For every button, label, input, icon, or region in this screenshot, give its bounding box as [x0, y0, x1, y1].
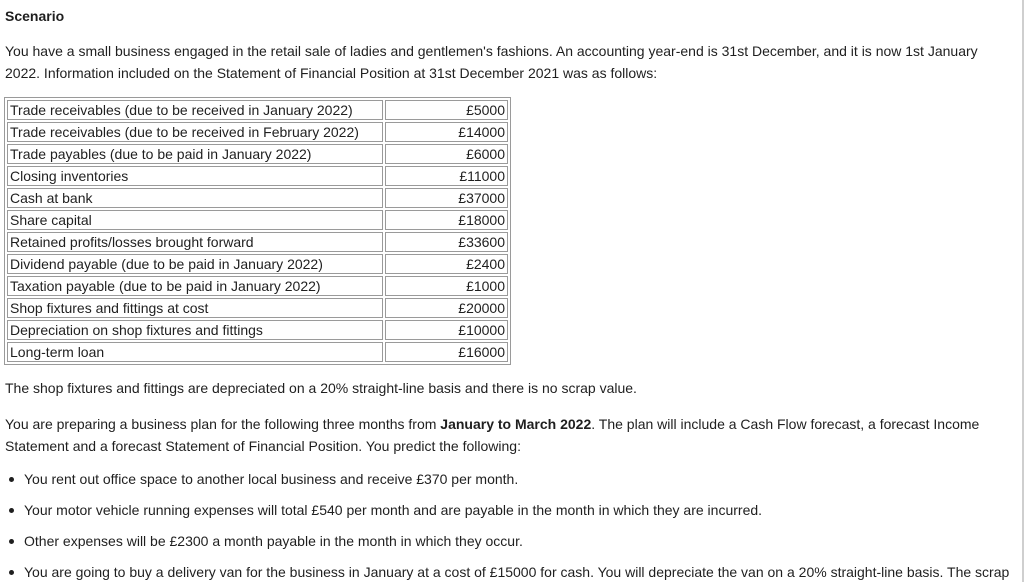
list-item: [0, 500, 1021, 531]
bullet-dot-icon: [9, 508, 14, 513]
row-label: Closing inventories: [7, 166, 383, 186]
list-item-text: You rent out office space to another local business and receive £370 per month.: [24, 471, 519, 487]
row-label: Trade payables (due to be paid in January 2022): [7, 144, 383, 164]
table-row: [7, 144, 508, 164]
table-row: [7, 232, 508, 252]
scenario-heading: Scenario: [5, 8, 65, 24]
financial-position-table: [4, 97, 511, 365]
row-value: £37000: [385, 188, 508, 208]
row-label: Trade receivables (due to be received in February 2022): [7, 122, 383, 142]
bullet-dot-icon: [9, 477, 14, 482]
table-row: [7, 188, 508, 208]
table-row: [7, 254, 508, 274]
plan-period-bold: January to March 2022: [440, 416, 592, 432]
depreciation-note: The shop fixtures and fittings are depreciated on a 20% straight-line basis and there is no scrap value.: [5, 380, 637, 396]
plan-text-after: . The plan will include a Cash Flow forecast, a forecast Income Statement and a forecast Statement of Financial Position. You predict the following:: [5, 416, 980, 454]
list-item: [0, 469, 1021, 500]
row-value: £16000: [385, 342, 508, 362]
row-label: Dividend payable (due to be paid in January 2022): [7, 254, 383, 274]
list-item-text: Your motor vehicle running expenses will total £540 per month and are payable in the month in which they are incurred.: [24, 502, 763, 518]
row-label: Taxation payable (due to be paid in January 2022): [7, 276, 383, 296]
bullet-dot-icon: [9, 539, 14, 544]
table-row: [7, 122, 508, 142]
table-row: [7, 166, 508, 186]
row-label: Depreciation on shop fixtures and fittings: [7, 320, 383, 340]
row-value: £1000: [385, 276, 508, 296]
row-value: £5000: [385, 100, 508, 120]
row-value: £6000: [385, 144, 508, 164]
row-label: Cash at bank: [7, 188, 383, 208]
table-row: [7, 298, 508, 318]
row-value: £2400: [385, 254, 508, 274]
bullet-dot-icon: [9, 570, 14, 575]
business-plan-paragraph: [5, 413, 1010, 457]
intro-paragraph: You have a small business engaged in the retail sale of ladies and gentlemen's fashions. An accounting year-end is 31st December, and it is now 1st January 2022. Information included on the Statement of Financial Position at 31st December 2021 was as follows:: [5, 43, 978, 81]
row-value: £10000: [385, 320, 508, 340]
list-item-text: You are going to buy a delivery van for the business in January at a cost of £15000 for cash. You will depreciate the van on a 20% straight-line basis. The scrap: [24, 564, 1010, 580]
table-row: [7, 100, 508, 120]
row-value: £18000: [385, 210, 508, 230]
predictions-list: [0, 469, 1021, 582]
row-value: £33600: [385, 232, 508, 252]
row-value: £20000: [385, 298, 508, 318]
row-value: £14000: [385, 122, 508, 142]
row-label: Long-term loan: [7, 342, 383, 362]
row-label: Shop fixtures and fittings at cost: [7, 298, 383, 318]
row-label: Trade receivables (due to be received in January 2022): [7, 100, 383, 120]
table-row: [7, 342, 508, 362]
financial-position-table-body: [7, 100, 508, 362]
list-item-text: Other expenses will be £2300 a month payable in the month in which they occur.: [24, 533, 523, 549]
table-row: [7, 320, 508, 340]
row-label: Share capital: [7, 210, 383, 230]
table-row: [7, 210, 508, 230]
list-item: [0, 531, 1021, 562]
row-label: Retained profits/losses brought forward: [7, 232, 383, 252]
list-item: [0, 562, 1021, 582]
table-row: [7, 276, 508, 296]
plan-text-before: You are preparing a business plan for the following three months from: [5, 416, 441, 432]
row-value: £11000: [385, 166, 508, 186]
